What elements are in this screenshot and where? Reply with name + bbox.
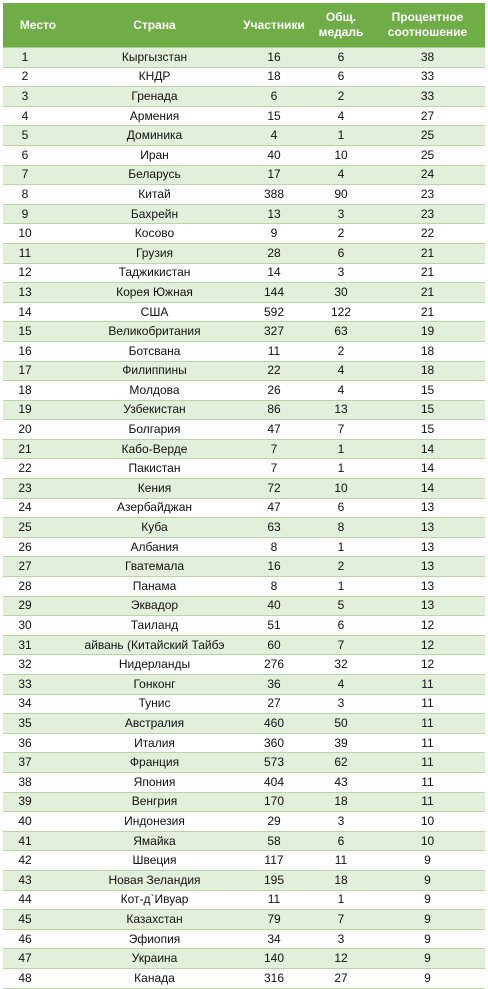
cell-place: 34	[3, 694, 73, 714]
cell-country: Грузия	[73, 243, 236, 263]
cell-participants: 11	[236, 341, 312, 361]
cell-percent: 33	[370, 87, 485, 107]
cell-participants: 7	[236, 459, 312, 479]
cell-percent: 9	[370, 870, 485, 890]
cell-medals: 18	[312, 870, 370, 890]
cell-participants: 170	[236, 792, 312, 812]
cell-medals: 13	[312, 400, 370, 420]
cell-place: 6	[3, 145, 73, 165]
cell-medals: 90	[312, 185, 370, 205]
table-row	[3, 577, 485, 597]
cell-country: Нидерланды	[73, 655, 236, 675]
cell-percent: 15	[370, 400, 485, 420]
cell-place: 44	[3, 890, 73, 910]
cell-place: 36	[3, 733, 73, 753]
cell-medals: 6	[312, 498, 370, 518]
cell-country: Корея Южная	[73, 283, 236, 303]
cell-country: Казахстан	[73, 910, 236, 930]
cell-percent: 11	[370, 675, 485, 695]
table-row	[3, 890, 485, 910]
cell-participants: 327	[236, 322, 312, 342]
table-row	[3, 224, 485, 244]
table-row	[3, 165, 485, 185]
cell-participants: 8	[236, 537, 312, 557]
table-row	[3, 812, 485, 832]
cell-participants: 592	[236, 302, 312, 322]
cell-percent: 11	[370, 714, 485, 734]
cell-medals: 3	[312, 263, 370, 283]
cell-percent: 22	[370, 224, 485, 244]
cell-medals: 1	[312, 126, 370, 146]
cell-medals: 6	[312, 67, 370, 87]
cell-country: Гонконг	[73, 675, 236, 695]
cell-country: США	[73, 302, 236, 322]
cell-participants: 86	[236, 400, 312, 420]
cell-medals: 2	[312, 87, 370, 107]
cell-country: Швеция	[73, 851, 236, 871]
cell-place: 17	[3, 361, 73, 381]
cell-medals: 3	[312, 929, 370, 949]
table-row	[3, 400, 485, 420]
cell-percent: 9	[370, 949, 485, 969]
cell-country: Италия	[73, 733, 236, 753]
cell-percent: 13	[370, 498, 485, 518]
cell-place: 23	[3, 479, 73, 499]
cell-country: Ямайка	[73, 831, 236, 851]
cell-medals: 32	[312, 655, 370, 675]
cell-medals: 63	[312, 322, 370, 342]
cell-participants: 79	[236, 910, 312, 930]
cell-percent: 27	[370, 106, 485, 126]
cell-percent: 14	[370, 439, 485, 459]
cell-place: 10	[3, 224, 73, 244]
cell-place: 5	[3, 126, 73, 146]
table-row	[3, 420, 485, 440]
cell-percent: 11	[370, 792, 485, 812]
cell-percent: 11	[370, 733, 485, 753]
cell-participants: 60	[236, 635, 312, 655]
cell-place: 13	[3, 283, 73, 303]
cell-country: Япония	[73, 772, 236, 792]
cell-participants: 29	[236, 812, 312, 832]
cell-medals: 6	[312, 616, 370, 636]
cell-participants: 47	[236, 420, 312, 440]
cell-place: 42	[3, 851, 73, 871]
table-row	[3, 361, 485, 381]
cell-place: 21	[3, 439, 73, 459]
table-row	[3, 675, 485, 695]
table-row	[3, 439, 485, 459]
cell-medals: 1	[312, 459, 370, 479]
cell-percent: 11	[370, 694, 485, 714]
cell-place: 45	[3, 910, 73, 930]
table-row	[3, 968, 485, 988]
cell-participants: 40	[236, 145, 312, 165]
cell-participants: 16	[236, 557, 312, 577]
table-row	[3, 655, 485, 675]
table-row	[3, 145, 485, 165]
cell-place: 41	[3, 831, 73, 851]
cell-participants: 117	[236, 851, 312, 871]
cell-participants: 4	[236, 126, 312, 146]
cell-medals: 43	[312, 772, 370, 792]
cell-participants: 63	[236, 518, 312, 538]
header-row	[3, 3, 485, 48]
cell-place: 20	[3, 420, 73, 440]
table-header	[3, 3, 485, 48]
header-country: Страна	[73, 3, 236, 48]
cell-percent: 13	[370, 557, 485, 577]
table-row	[3, 263, 485, 283]
cell-country: КНДР	[73, 67, 236, 87]
cell-place: 9	[3, 204, 73, 224]
table-row	[3, 851, 485, 871]
cell-percent: 9	[370, 890, 485, 910]
table-row	[3, 48, 485, 68]
cell-percent: 21	[370, 243, 485, 263]
cell-medals: 3	[312, 204, 370, 224]
cell-medals: 30	[312, 283, 370, 303]
cell-place: 35	[3, 714, 73, 734]
cell-medals: 3	[312, 694, 370, 714]
table-row	[3, 243, 485, 263]
table-row	[3, 185, 485, 205]
cell-percent: 23	[370, 204, 485, 224]
table-row	[3, 557, 485, 577]
cell-place: 38	[3, 772, 73, 792]
cell-participants: 36	[236, 675, 312, 695]
cell-participants: 15	[236, 106, 312, 126]
cell-participants: 360	[236, 733, 312, 753]
cell-country: Франция	[73, 753, 236, 773]
cell-participants: 14	[236, 263, 312, 283]
cell-participants: 140	[236, 949, 312, 969]
cell-place: 22	[3, 459, 73, 479]
cell-percent: 18	[370, 361, 485, 381]
medal-ratio-table	[3, 3, 485, 989]
cell-participants: 34	[236, 929, 312, 949]
cell-country: Бахрейн	[73, 204, 236, 224]
cell-country: Венгрия	[73, 792, 236, 812]
cell-participants: 573	[236, 753, 312, 773]
table-row	[3, 910, 485, 930]
cell-country: Доминика	[73, 126, 236, 146]
header-percent: Процентное соотношение	[370, 3, 485, 48]
cell-place: 33	[3, 675, 73, 695]
cell-place: 24	[3, 498, 73, 518]
cell-medals: 1	[312, 537, 370, 557]
cell-medals: 11	[312, 851, 370, 871]
cell-place: 43	[3, 870, 73, 890]
table-row	[3, 537, 485, 557]
cell-percent: 23	[370, 185, 485, 205]
cell-medals: 5	[312, 596, 370, 616]
cell-medals: 122	[312, 302, 370, 322]
cell-country: Великобритания	[73, 322, 236, 342]
table-row	[3, 831, 485, 851]
cell-country: айвань (Китайский Тайбэ	[73, 635, 236, 655]
cell-place: 27	[3, 557, 73, 577]
table-row	[3, 949, 485, 969]
cell-medals: 2	[312, 557, 370, 577]
cell-percent: 19	[370, 322, 485, 342]
cell-country: Китай	[73, 185, 236, 205]
cell-place: 29	[3, 596, 73, 616]
table-row	[3, 518, 485, 538]
cell-place: 3	[3, 87, 73, 107]
table-row	[3, 772, 485, 792]
cell-percent: 14	[370, 459, 485, 479]
table-row	[3, 459, 485, 479]
cell-percent: 10	[370, 831, 485, 851]
table-row	[3, 67, 485, 87]
cell-place: 37	[3, 753, 73, 773]
cell-country: Эфиопия	[73, 929, 236, 949]
cell-percent: 11	[370, 772, 485, 792]
cell-medals: 2	[312, 341, 370, 361]
cell-participants: 51	[236, 616, 312, 636]
cell-country: Иран	[73, 145, 236, 165]
cell-medals: 4	[312, 675, 370, 695]
table-row	[3, 498, 485, 518]
cell-country: Кабо-Верде	[73, 439, 236, 459]
cell-medals: 8	[312, 518, 370, 538]
cell-country: Армения	[73, 106, 236, 126]
cell-medals: 6	[312, 243, 370, 263]
cell-medals: 62	[312, 753, 370, 773]
cell-percent: 13	[370, 518, 485, 538]
cell-percent: 13	[370, 596, 485, 616]
cell-place: 32	[3, 655, 73, 675]
table-row	[3, 714, 485, 734]
cell-country: Украина	[73, 949, 236, 969]
table-row	[3, 283, 485, 303]
cell-participants: 316	[236, 968, 312, 988]
cell-place: 11	[3, 243, 73, 263]
cell-participants: 40	[236, 596, 312, 616]
cell-medals: 39	[312, 733, 370, 753]
cell-country: Таиланд	[73, 616, 236, 636]
cell-participants: 26	[236, 381, 312, 401]
cell-participants: 6	[236, 87, 312, 107]
cell-country: Кыргызстан	[73, 48, 236, 68]
cell-medals: 7	[312, 910, 370, 930]
cell-percent: 13	[370, 537, 485, 557]
cell-place: 40	[3, 812, 73, 832]
cell-participants: 9	[236, 224, 312, 244]
table-row	[3, 870, 485, 890]
table-row	[3, 322, 485, 342]
table-row	[3, 302, 485, 322]
cell-place: 26	[3, 537, 73, 557]
cell-place: 12	[3, 263, 73, 283]
header-medals: Общ. медаль	[312, 3, 370, 48]
cell-country: Молдова	[73, 381, 236, 401]
cell-country: Тунис	[73, 694, 236, 714]
cell-percent: 10	[370, 812, 485, 832]
cell-country: Азербайджан	[73, 498, 236, 518]
table-row	[3, 694, 485, 714]
cell-country: Гренада	[73, 87, 236, 107]
cell-country: Панама	[73, 577, 236, 597]
cell-participants: 47	[236, 498, 312, 518]
cell-medals: 7	[312, 420, 370, 440]
cell-country: Беларусь	[73, 165, 236, 185]
cell-medals: 1	[312, 439, 370, 459]
cell-place: 39	[3, 792, 73, 812]
cell-participants: 17	[236, 165, 312, 185]
cell-country: Филиппины	[73, 361, 236, 381]
cell-medals: 4	[312, 381, 370, 401]
table-row	[3, 204, 485, 224]
cell-percent: 15	[370, 381, 485, 401]
cell-country: Узбекистан	[73, 400, 236, 420]
cell-medals: 18	[312, 792, 370, 812]
cell-percent: 9	[370, 851, 485, 871]
cell-percent: 25	[370, 145, 485, 165]
table-row	[3, 341, 485, 361]
cell-place: 48	[3, 968, 73, 988]
cell-place: 30	[3, 616, 73, 636]
cell-country: Кения	[73, 479, 236, 499]
cell-medals: 10	[312, 479, 370, 499]
table-row	[3, 381, 485, 401]
cell-percent: 18	[370, 341, 485, 361]
cell-country: Гватемала	[73, 557, 236, 577]
cell-percent: 21	[370, 263, 485, 283]
cell-medals: 1	[312, 890, 370, 910]
cell-country: Новая Зеландия	[73, 870, 236, 890]
cell-percent: 9	[370, 929, 485, 949]
table-row	[3, 753, 485, 773]
cell-country: Кот-д`Ивуар	[73, 890, 236, 910]
cell-medals: 10	[312, 145, 370, 165]
cell-place: 25	[3, 518, 73, 538]
table-row	[3, 479, 485, 499]
cell-place: 4	[3, 106, 73, 126]
cell-place: 28	[3, 577, 73, 597]
cell-medals: 1	[312, 577, 370, 597]
header-place: Место	[3, 3, 73, 48]
cell-medals: 3	[312, 812, 370, 832]
cell-percent: 38	[370, 48, 485, 68]
cell-country: Ботсвана	[73, 341, 236, 361]
cell-percent: 12	[370, 635, 485, 655]
cell-participants: 460	[236, 714, 312, 734]
cell-country: Болгария	[73, 420, 236, 440]
cell-country: Албания	[73, 537, 236, 557]
cell-percent: 15	[370, 420, 485, 440]
cell-participants: 16	[236, 48, 312, 68]
cell-participants: 18	[236, 67, 312, 87]
cell-participants: 276	[236, 655, 312, 675]
cell-place: 46	[3, 929, 73, 949]
table-row	[3, 106, 485, 126]
table-row	[3, 126, 485, 146]
cell-place: 7	[3, 165, 73, 185]
cell-medals: 2	[312, 224, 370, 244]
cell-percent: 25	[370, 126, 485, 146]
cell-country: Куба	[73, 518, 236, 538]
cell-percent: 21	[370, 302, 485, 322]
cell-place: 14	[3, 302, 73, 322]
table-row	[3, 929, 485, 949]
cell-place: 16	[3, 341, 73, 361]
cell-participants: 144	[236, 283, 312, 303]
cell-participants: 22	[236, 361, 312, 381]
header-participants: Участники	[236, 3, 312, 48]
table-row	[3, 733, 485, 753]
cell-percent: 12	[370, 655, 485, 675]
cell-percent: 9	[370, 910, 485, 930]
cell-percent: 12	[370, 616, 485, 636]
cell-participants: 195	[236, 870, 312, 890]
cell-country: Пакистан	[73, 459, 236, 479]
cell-place: 19	[3, 400, 73, 420]
cell-place: 47	[3, 949, 73, 969]
table-row	[3, 87, 485, 107]
cell-participants: 7	[236, 439, 312, 459]
cell-percent: 13	[370, 577, 485, 597]
cell-percent: 11	[370, 753, 485, 773]
cell-participants: 11	[236, 890, 312, 910]
table-row	[3, 635, 485, 655]
cell-percent: 14	[370, 479, 485, 499]
table-body	[3, 48, 485, 989]
cell-place: 2	[3, 67, 73, 87]
cell-percent: 9	[370, 968, 485, 988]
cell-participants: 8	[236, 577, 312, 597]
cell-country: Канада	[73, 968, 236, 988]
cell-medals: 4	[312, 361, 370, 381]
cell-participants: 404	[236, 772, 312, 792]
cell-place: 8	[3, 185, 73, 205]
cell-medals: 4	[312, 165, 370, 185]
cell-place: 31	[3, 635, 73, 655]
table-row	[3, 792, 485, 812]
table-row	[3, 616, 485, 636]
cell-participants: 58	[236, 831, 312, 851]
cell-country: Австралия	[73, 714, 236, 734]
cell-country: Таджикистан	[73, 263, 236, 283]
cell-medals: 50	[312, 714, 370, 734]
cell-medals: 12	[312, 949, 370, 969]
cell-medals: 4	[312, 106, 370, 126]
cell-percent: 33	[370, 67, 485, 87]
cell-medals: 27	[312, 968, 370, 988]
cell-participants: 27	[236, 694, 312, 714]
cell-participants: 28	[236, 243, 312, 263]
cell-country: Индонезия	[73, 812, 236, 832]
table-row	[3, 596, 485, 616]
cell-participants: 13	[236, 204, 312, 224]
cell-participants: 388	[236, 185, 312, 205]
cell-place: 15	[3, 322, 73, 342]
cell-country: Косово	[73, 224, 236, 244]
cell-participants: 72	[236, 479, 312, 499]
cell-place: 18	[3, 381, 73, 401]
cell-percent: 21	[370, 283, 485, 303]
cell-percent: 24	[370, 165, 485, 185]
cell-medals: 6	[312, 831, 370, 851]
cell-place: 1	[3, 48, 73, 68]
cell-country: Эквадор	[73, 596, 236, 616]
cell-medals: 6	[312, 48, 370, 68]
cell-medals: 7	[312, 635, 370, 655]
